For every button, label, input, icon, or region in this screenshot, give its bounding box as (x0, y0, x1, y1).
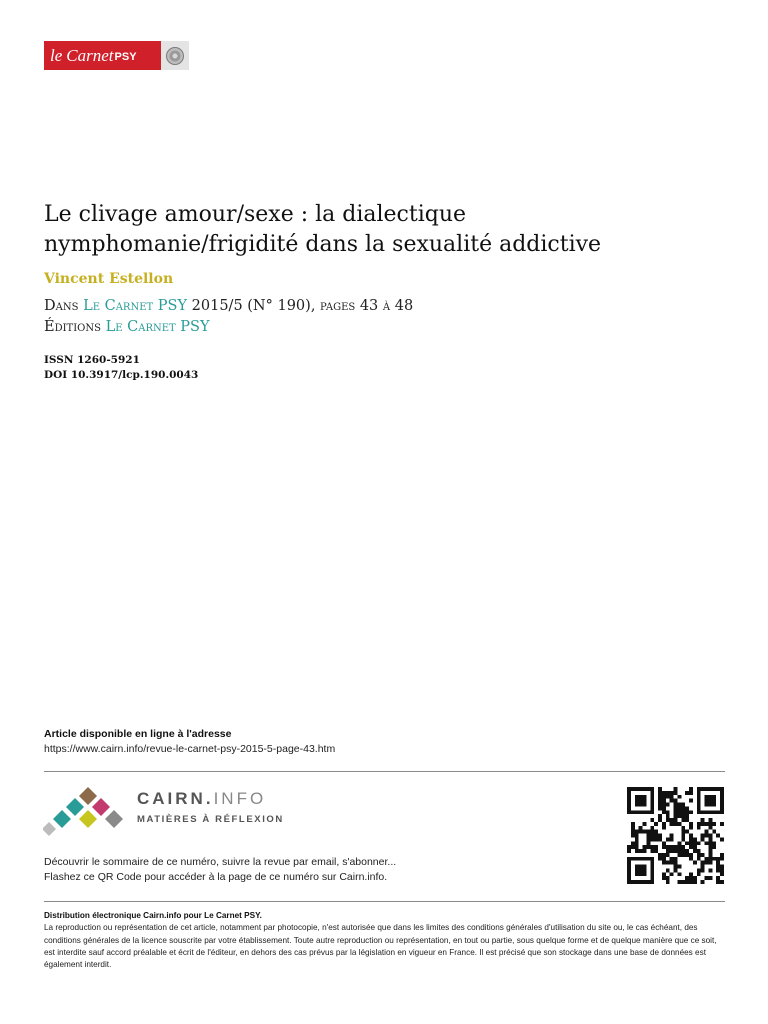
legal-heading: Distribution électronique Cairn.info pour Le Carnet PSY. (44, 911, 262, 920)
publisher-link[interactable]: Le Carnet PSY (105, 319, 210, 335)
discover-line-1: Découvrir le sommaire de ce numéro, suivre la revue par email, s'abonner... (44, 856, 397, 868)
seal-icon (165, 46, 185, 66)
title-line-1: Le clivage amour/sexe : la dialectique (44, 202, 467, 227)
availability-block (44, 727, 335, 757)
cairn-tagline: MATIÈRES À RÉFLEXION (137, 814, 284, 825)
in-label: Dans (44, 298, 79, 314)
availability-label: Article disponible en ligne à l'adresse (44, 728, 232, 740)
discover-line-2: Flashez ce QR Code pour accéder à la page de ce numéro sur Cairn.info. (44, 871, 388, 883)
author-name[interactable]: Vincent Estellon (44, 271, 174, 287)
identifiers (44, 353, 198, 383)
publisher-line (44, 319, 210, 335)
divider-top (44, 771, 725, 772)
divider-bottom (44, 901, 725, 902)
cairn-logo-icon (43, 785, 127, 837)
article-title (44, 200, 734, 260)
title-line-2: nymphomanie/frigidité dans la sexualité addictive (44, 232, 602, 257)
legal-text: La reproduction ou représentation de cet article, notamment par photocopie, n'est autorisée que dans les limites des conditions générales d'utilisation du site ou, le cas échéant, des conditions générales de la licence souscrite par votre établissement. Toute autre reproduction ou représentation, en tout ou partie, sous quelque forme et de quelque manière que ce soit, est interdite sauf accord préalable et écrit de l'éditeur, en dehors des cas prévus par la législation en vigueur en France. Il est précisé que son stockage dans une base de données est également interdit. (44, 923, 717, 970)
publisher-label: Éditions (44, 319, 101, 335)
issue-number: 2015/5 (N° 190) (191, 298, 311, 314)
logo-psy: PSY (114, 50, 137, 63)
publication-line (44, 298, 413, 314)
doi: DOI 10.3917/lcp.190.0043 (44, 369, 199, 381)
cairn-info: INFO (213, 789, 267, 808)
article-url-link[interactable]: https://www.cairn.info/revue-le-carnet-psy-2015-5-page-43.htm (44, 743, 336, 755)
cairn-name: CAIRN (137, 789, 206, 808)
legal-notice (44, 910, 724, 971)
journal-link[interactable]: Le Carnet PSY (83, 298, 188, 314)
qr-code-icon[interactable] (627, 787, 724, 884)
discover-block (44, 855, 396, 885)
cairn-dot: . (205, 789, 214, 808)
logo-emblem (161, 41, 189, 70)
logo-le: le (50, 45, 63, 65)
journal-logo (44, 41, 189, 70)
issn: ISSN 1260-5921 (44, 354, 140, 366)
page-range: , pages 43 à 48 (310, 298, 414, 314)
logo-wordmark (44, 41, 161, 70)
cairn-wordmark[interactable] (137, 789, 266, 809)
logo-carnet: Carnet (66, 45, 114, 65)
